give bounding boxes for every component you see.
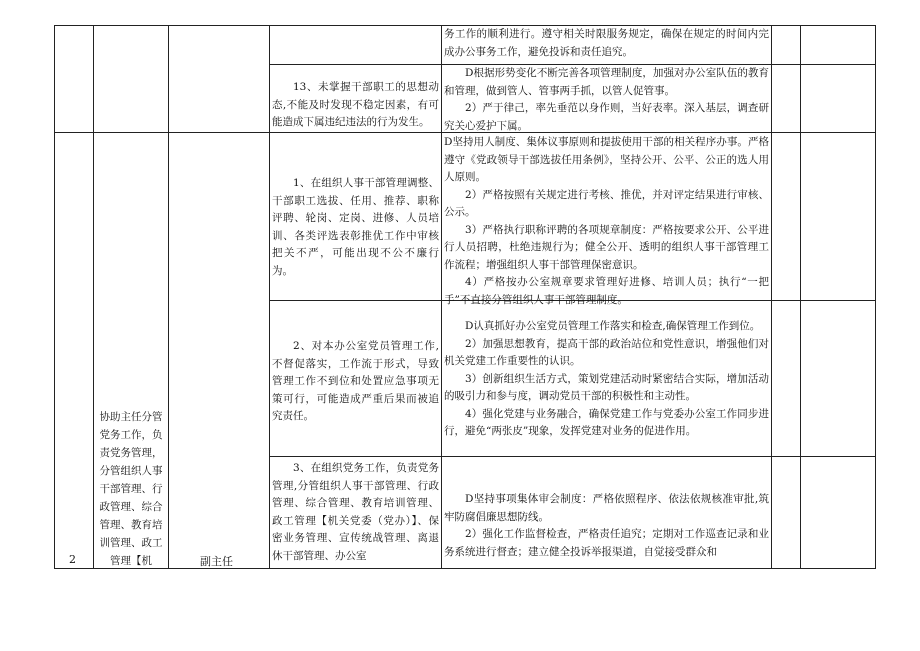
rule-col: [800, 25, 801, 569]
rule-col: [54, 25, 55, 569]
measure-text: D坚持事项集体审会制度：严格依照程序、依法依规核准审批,筑牢防腐倡廉思想防线。: [444, 493, 769, 523]
measure-text: 2）强化工作监督检查，严格责任追究；定期对工作巡查记录和业务系统进行督查；建立健全投诉举报渠道，自觉接受群众和: [444, 528, 769, 558]
measure-text: 3）创新组织生活方式，策划党建活动时紧密结合实际，增加活动的吸引力和参与度，调动党员干部的积极性和主动性。: [444, 372, 769, 402]
rule-bottom: [54, 568, 876, 569]
risk-cell: [272, 460, 439, 567]
rule-col: [93, 25, 94, 569]
measure-cell: [444, 26, 769, 63]
risk-cell: [272, 338, 439, 455]
sequence-number: 2: [69, 553, 76, 566]
measure-cell: [444, 318, 769, 455]
measure-text: 3）严格执行职称评聘的各项规章制度：严格按要求公开、公平进行人员招聘，杜绝违规行为；健全公开、透明的组织人事干部管理工作流程；增强组织人事干部管理保密意识。: [444, 223, 769, 271]
measure-text: 务工作的顺利进行。遵守相关时限服务规定，确保在规定的时间内完成办公事务工作，避免投诉和责任追究。: [444, 28, 769, 58]
rule-col: [441, 25, 442, 569]
risk-cell: [272, 79, 439, 131]
measure-text: 4）严格按办公室规章要求管理好进修、培训人员；执行“一把手”不直接分管组织人事干部管理制度。: [444, 276, 769, 306]
rule-col: [875, 25, 876, 569]
duty-description: 协助主任分管党务工作，负责党务管理，分管组织人事干部管理、行政管理、综合管理、教育培训管理、政工管理【机: [99, 411, 163, 567]
rule-col: [269, 25, 270, 569]
risk-text: 13、未掌握干部职工的思想动态,不能及时发现不稳定因素，有可能造成下属违纪违法的行为发生。: [272, 81, 439, 128]
risk-cell: [272, 175, 439, 299]
risk-text: 3、在组织党务工作，负责党务管理,分管组织人事干部管理、行政管理、综合管理、教育培训管理、政工管理【机关党委（党办）】、保密业务管理、宣传统战管理、离退休干部管理、办公室: [272, 462, 439, 562]
measure-text: 2）严格按照有关规定进行考核、推优，并对评定结果进行审核、公示。: [444, 188, 769, 218]
rule-col: [771, 25, 772, 569]
measure-text: D认真抓好办公室党员管理工作落实和检查,确保管理工作到位。: [465, 320, 761, 332]
risk-text: 2、对本办公室党员管理工作,不督促落实，工作流于形式，导致管理工作不到位和处置应急事项无策可行，可能造成严重后果而被追究责任。: [272, 340, 439, 422]
position-title: 副主任: [200, 555, 233, 568]
measure-text: D根据形势变化不断完善各项管理制度，加强对办公室队伍的教育和管理，做到管人、管事两手抓，以管人促管事。: [444, 67, 769, 97]
measure-cell: [444, 491, 769, 567]
measure-text: D坚持用人制度、集体议事原则和提拔使用干部的相关程序办事。严格遵守《党政领导干部选拔任用条例》，坚持公开、公平、公正的选人用人原则。: [444, 136, 769, 183]
measure-text: 2）加强思想教育，提高干部的政治站位和党性意识，增强他们对机关党建工作重要性的认识。: [444, 337, 769, 367]
risk-text: 1、在组织人事干部管理调整、干部职工选拔、任用、推荐、职称评聘、轮岗、定岗、进修、人员培训、各类评选表彰推优工作中审核把关不严，可能出现不公不廉行为。: [272, 177, 439, 277]
measure-text: 4）强化党建与业务融合，确保党建工作与党委办公室工作同步进行，避免“两张皮”现象，发挥党建对业务的促进作用。: [444, 407, 769, 437]
rule-row-divider: [269, 456, 876, 457]
measure-cell: [444, 65, 769, 131]
measure-text: 2）严于律己，率先垂范以身作则，当好表率。深入基层，调查研究关心爱护下属。: [444, 102, 769, 132]
rule-col: [168, 25, 169, 569]
measure-cell: [444, 134, 769, 306]
